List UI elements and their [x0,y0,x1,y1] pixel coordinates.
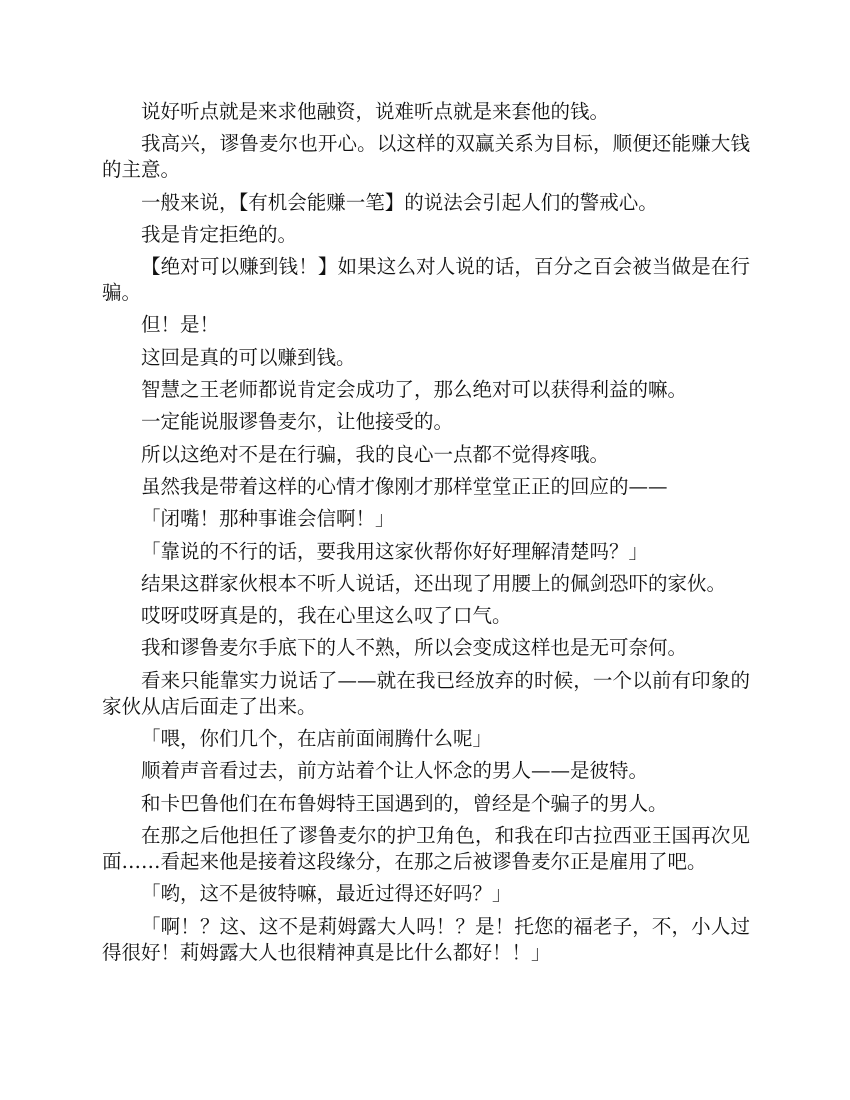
paragraph: 「靠说的不行的话，要我用这家伙帮你好好理解清楚吗？」 [141,539,649,563]
paragraph: 「啊！？这、这不是莉姆露大人吗！？是！托您的福老子，不，小人过得很好！莉姆露大人也很精神真是比什么都好！！」 [102,914,750,964]
paragraph: 我和谬鲁麦尔手底下的人不熟，所以会变成这样也是无可奈何。 [141,636,688,660]
paragraph: 「闭嘴！那种事谁会信啊！」 [141,507,395,531]
paragraph: 和卡巴鲁他们在布鲁姆特王国遇到的，曾经是个骗子的男人。 [141,791,668,815]
paragraph: 一般来说，【有机会能赚一笔】的说法会引起人们的警戒心。 [141,190,658,214]
paragraph: 我是肯定拒绝的。 [141,222,298,246]
paragraph: 但！是！ [141,313,220,337]
paragraph: 结果这群家伙根本不听人说话，还出现了用腰上的佩剑恐吓的家伙。 [141,571,727,595]
paragraph: 所以这绝对不是在行骗，我的良心一点都不觉得疼哦。 [141,442,610,466]
paragraph: 哎呀哎呀真是的，我在心里这么叹了口气。 [141,604,512,628]
paragraph: 顺着声音看过去，前方站着个让人怀念的男人——是彼特。 [141,759,649,783]
paragraph: 在那之后他担任了谬鲁麦尔的护卫角色，和我在印古拉西亚王国再次见面……看起来他是接着这段缘分，在那之后被谬鲁麦尔正是雇用了吧。 [102,823,750,873]
document-body [102,99,750,972]
paragraph: 智慧之王老师都说肯定会成功了，那么绝对可以获得利益的嘛。 [141,378,688,402]
paragraph: 「喂，你们几个，在店前面闹腾什么呢」 [141,727,493,751]
paragraph: 虽然我是带着这样的心情才像刚才那样堂堂正正的回应的—— [141,474,668,498]
paragraph: 看来只能靠实力说话了——就在我已经放弃的时候，一个以前有印象的家伙从店后面走了出来。 [102,668,750,718]
paragraph: 这回是真的可以赚到钱。 [141,345,356,369]
paragraph: 说好听点就是来求他融资，说难听点就是来套他的钱。 [141,100,610,123]
paragraph: 我高兴，谬鲁麦尔也开心。以这样的双赢关系为目标，顺便还能赚大钱的主意。 [102,132,750,182]
paragraph: 一定能说服谬鲁麦尔，让他接受的。 [141,410,454,434]
paragraph: 「哟，这不是彼特嘛，最近过得还好吗？」 [141,882,512,906]
paragraph: 【绝对可以赚到钱！】如果这么对人说的话，百分之百会被当做是在行骗。 [102,255,750,305]
